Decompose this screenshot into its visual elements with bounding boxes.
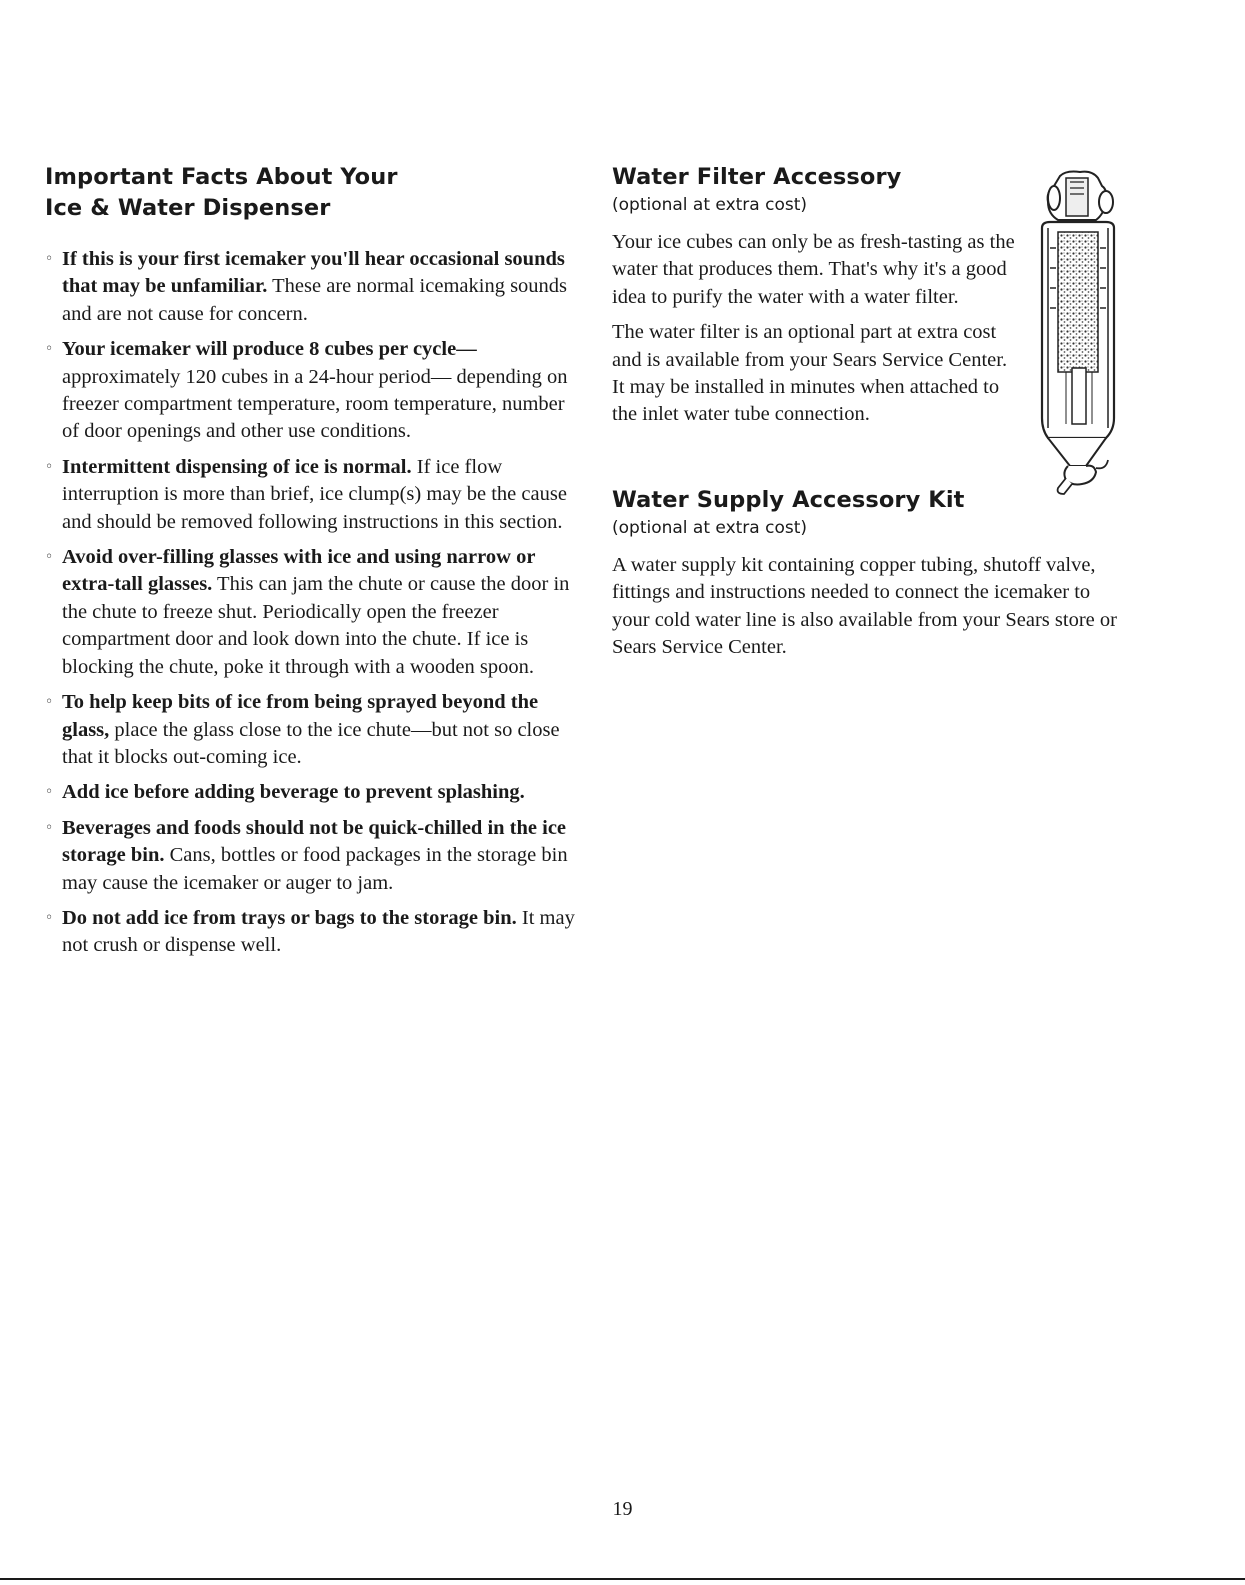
item-lead: Your icemaker will produce 8 cubes per cycle— [62, 338, 477, 361]
facts-list [45, 246, 575, 960]
ice-water-dispenser-section [45, 162, 575, 968]
list-item [45, 544, 575, 681]
list-item [45, 454, 575, 536]
filter-title: Water Filter Accessory [612, 164, 902, 190]
item-text: Cans, bottles or food packages in the storage bin may cause the icemaker or auger to jam. [62, 844, 568, 894]
bullet-icon: ◦ [45, 251, 54, 267]
page-number: 19 [612, 1498, 633, 1520]
bullet-icon: ◦ [45, 458, 54, 475]
item-lead: If this is your first icemaker you'll hear occasional sounds that may be unfamiliar. [62, 248, 565, 298]
list-item [45, 689, 575, 771]
title-line-2: Ice & Water Dispenser [45, 195, 331, 221]
item-text: These are normal icemaking sounds and are not cause for concern. [62, 275, 568, 325]
list-item [45, 246, 575, 328]
item-lead: Avoid over-filling glasses with ice and using narrow or extra-tall glasses. [62, 546, 536, 596]
bullet-icon: ◦ [45, 784, 54, 801]
item-text: place the glass close to the ice chute—but not so close that it blocks out-coming ice. [62, 718, 560, 768]
bullet-icon: ◦ [45, 694, 54, 711]
list-item [45, 815, 575, 897]
item-text: It may not crush or dispense well. [62, 906, 575, 957]
section-title [45, 162, 575, 224]
bullet-icon: ◦ [45, 341, 54, 358]
item-lead: Add ice before adding beverage to prevent splashing. [62, 781, 525, 804]
item-text: This can jam the chute or cause the door in the chute to freeze shut. Periodically open the freezer compartment door and look down into the chute. If ice is blocking the chute, poke it through with a wooden spoon. [62, 573, 570, 678]
list-item [45, 336, 575, 446]
list-item [45, 779, 575, 806]
filter-paragraph-2: The water filter is an optional part at extra cost and is available from your Sears Service Center. It may be installed in minutes when attached to the inlet water tube connection. [612, 321, 1008, 426]
filter-paragraph-1: Your ice cubes can only be as fresh-tasting as the water that produces them. That's why it's a good idea to purify the water with a water filter. [612, 231, 1015, 308]
item-text: approximately 120 cubes in a 24-hour period— depending on freezer compartment temperature, room temperature, number of door openings and other use conditions. [62, 365, 568, 443]
bullet-icon: ◦ [45, 909, 54, 926]
item-lead: Beverages and foods should not be quick-chilled in the ice storage bin. [62, 816, 567, 867]
item-lead: Do not add ice from trays or bags to the storage bin. [62, 906, 517, 929]
supply-title: Water Supply Accessory Kit [612, 486, 965, 513]
bullet-icon: ◦ [45, 819, 54, 836]
supply-paragraph: A water supply kit containing copper tubing, shutoff valve, fittings and instructions needed to connect the icemaker to your cold water line is also available from your Sears store or Sears Service Center. [612, 553, 1117, 659]
filter-subtitle: (optional at extra cost) [612, 195, 808, 215]
bottom-border [0, 1578, 1245, 1580]
water-supply-section [612, 485, 1132, 662]
supply-subtitle: (optional at extra cost) [612, 517, 808, 538]
item-lead: Intermittent dispensing of ice is normal. [62, 455, 412, 478]
item-lead: To help keep bits of ice from being sprayed beyond the glass, [62, 691, 539, 741]
list-item [45, 905, 575, 960]
filter-text [612, 229, 1017, 429]
item-text: If ice flow interruption is more than brief, ice clump(s) may be the cause and should be removed following instructions in this section. [62, 455, 567, 533]
water-filter-icon [1036, 168, 1118, 496]
title-line-1: Important Facts About Your [45, 164, 398, 190]
bullet-icon: ◦ [45, 549, 54, 566]
